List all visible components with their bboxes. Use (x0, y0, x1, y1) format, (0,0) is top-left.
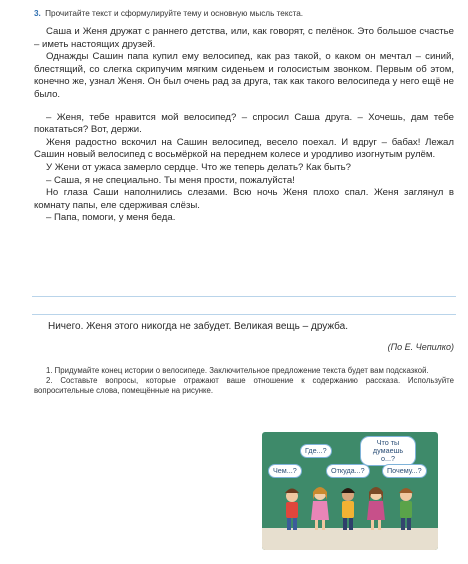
child-figure (341, 488, 355, 530)
story-paragraph: Однажды Сашин папа купил ему велосипед, как раз такой, о каком он мечтал – синий, блестящий, со слегка скрипучим мягким сиденьем и голосистым звонком. Первым об этом, конечно же, узнал Женя. Он был очень рад за друга, так как такого велосипеда у него ещё не было. (34, 51, 454, 100)
speech-bubble: Чем...? (268, 464, 302, 478)
writing-line (32, 296, 456, 297)
question-words-illustration (262, 432, 438, 550)
speech-bubble: Что ты думаешь о...? (360, 436, 416, 466)
task-number: 3. (34, 9, 41, 18)
writing-line (32, 314, 456, 315)
child-figure (311, 487, 329, 530)
exercise-item: 1. Придумайте конец истории о велосипеде. Заключительное предложение текста будет вам подсказкой. (46, 366, 429, 375)
story-paragraph: – Саша, я не специально. Ты меня прости, пожалуйста! (46, 174, 295, 186)
speech-bubble: Откуда...? (326, 464, 370, 478)
story-paragraph: Но глаза Саши наполнились слезами. Всю ночь Женя плохо спал. Женя заглянул в комнату папы, еле сдерживая слёзы. (34, 187, 454, 211)
story-paragraph: Саша и Женя дружат с раннего детства, или, как говорят, с пелёнок. Это большое счастье – иметь настоящих друзей. (34, 26, 454, 50)
author-credit: (По Е. Чепилко) (387, 342, 454, 352)
speech-bubble: Почему...? (382, 464, 427, 478)
story-text (34, 26, 454, 225)
story-paragraph: Женя радостно вскочил на Сашин велосипед, весело поехал. И вдруг – бабах! Лежал Сашин новый велосипед с восьмёркой на переднем колесе и уродливо изогнутым рулём. (34, 136, 454, 161)
task-instruction: Прочитайте текст и сформулируйте тему и основную мысль текста. (45, 9, 304, 18)
child-figure (399, 488, 413, 530)
task-header (34, 8, 454, 19)
story-paragraph: У Жени от ужаса замерло сердце. Что же теперь делать? Как быть? (46, 161, 351, 173)
exercise-item: 2. Составьте вопросы, которые отражают ваше отношение к содержанию рассказа. Используйте вопросительные слова, помещённые на рисунке. (34, 376, 454, 395)
exercise-list (34, 366, 454, 396)
child-figure (285, 489, 299, 531)
story-conclusion: Ничего. Женя этого никогда не забудет. Великая вещь – дружба. (48, 321, 349, 332)
speech-bubble: Где...? (300, 444, 332, 458)
story-paragraph: – Женя, тебе нравится мой велосипед? – спросил Саша друга. – Хочешь, дам тебе покататься? Вот, держи. (34, 111, 454, 136)
story-paragraph: – Папа, помоги, у меня беда. (46, 212, 176, 224)
child-figure (367, 487, 385, 530)
